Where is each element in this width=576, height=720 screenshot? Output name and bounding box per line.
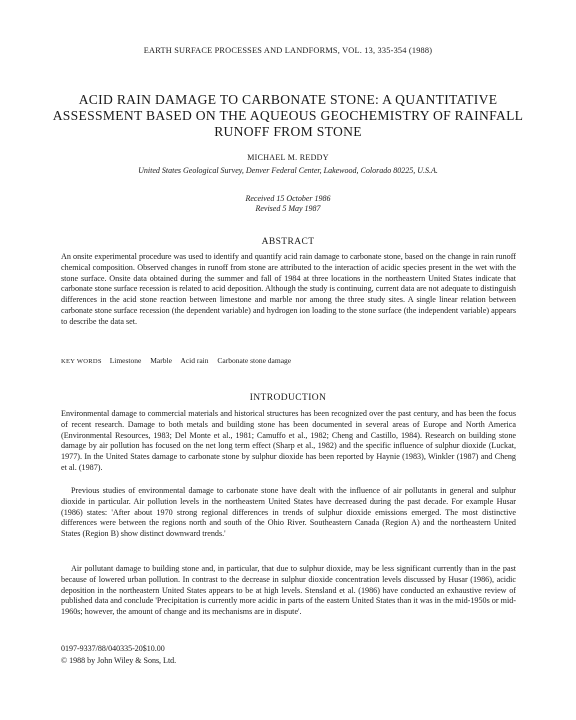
copyright-notice: © 1988 by John Wiley & Sons, Ltd. xyxy=(61,656,177,665)
keyword: Marble xyxy=(150,356,172,365)
article-code: 0197-9337/88/040335-20$10.00 xyxy=(61,644,165,653)
body-paragraph: Previous studies of environmental damage to carbonate stone have dealt with the influence of air pollutants in general and sulphur dioxide in particular. Air pollution levels in the northeastern United States have decreased during the past decade. For example Husar (1986) states: 'After about 1970 strong regional differences in trends of sulphur dioxide emissions emerged. The most distinctive differences were between the regions north and south of the Ohio River. Southeastern Canada (Region A) and the northeastern United States (Region B) show distinct downward trends.' xyxy=(61,486,516,539)
keywords xyxy=(61,356,516,365)
author-name: MICHAEL M. REDDY xyxy=(247,153,329,162)
keyword: Acid rain xyxy=(180,356,209,365)
received-dates xyxy=(0,194,576,214)
running-head: EARTH SURFACE PROCESSES AND LANDFORMS, VOL. 13, 335-354 (1988) xyxy=(143,46,433,55)
revised-date: Revised 5 May 1987 xyxy=(255,204,321,213)
keyword: Carbonate stone damage xyxy=(217,356,292,365)
author-affiliation: United States Geological Survey, Denver Federal Center, Lakewood, Colorado 80225, U.S.A. xyxy=(138,166,438,175)
abstract-text: An onsite experimental procedure was used to identify and quantify acid rain damage to carbonate stone, based on the change in rain runoff chemical composition. Observed changes in runoff from stone are attributed to the interaction of acidic species present in the wet with the stone surface. Onsite data obtained during the summer and fall of 1984 at three locations in the northeastern United States indicate that carbonate stone surface recession is related to acid deposition. Although the study is continuing, current data are not adequate to distinguish differences in the acid stone reaction between limestone and marble nor among the three study sites. A single linear relation between carbonate stone surface recession (the dependent variable) and hydrogen ion loading to the stone surface (the independent variable) appears to describe the data set. xyxy=(61,252,516,326)
keywords-label: KEY WORDS xyxy=(61,358,102,365)
received-date: Received 15 October 1986 xyxy=(245,194,331,203)
keyword: Limestone xyxy=(109,356,142,365)
body-paragraph: Environmental damage to commercial materials and historical structures has been recognized over the past century, and has been the focus of recent research. Damage to both metals and building stone has been documented in several areas of Europe and North America (Environmental Resources, 1983; Del Monte et al., 1981; Camuffo et al., 1982; Cheng and Castillo, 1984). Research on building stone damage by air pollution has focused on the net long term effect (Sharp et al., 1982) and the specific influence of sulphur dioxide (Luckat, 1977). In the United States damage to carbonate stone by sulphur dioxide has been reported by Haynie (1983), Winkler (1987) and Cheng et al. (1987). xyxy=(61,409,516,472)
paper-title: ACID RAIN DAMAGE TO CARBONATE STONE: A QUANTITATIVE ASSESSMENT BASED ON THE AQUEOUS GEOCHEMISTRY OF RAINFALL RUNOFF FROM STONE xyxy=(52,92,524,139)
body-paragraph: Air pollutant damage to building stone and, in particular, that due to sulphur dioxide, may be less significant currently than in the past because of lowered urban pollution. In contrast to the decrease in sulphur dioxide concentration levels discussed by Husar (1986), acidic deposition in the northeastern United States appears to be at high levels. Stensland et al. (1986) have conducted an exhaustive review of published data and conclude 'Precipitation is currently more acidic in parts of the eastern United States than it was in the mid-1950s or mid-1960s; however, the amount of change and its mechanisms are in dispute'. xyxy=(61,564,516,617)
introduction-heading: INTRODUCTION xyxy=(249,393,327,403)
abstract-heading: ABSTRACT xyxy=(261,237,315,247)
